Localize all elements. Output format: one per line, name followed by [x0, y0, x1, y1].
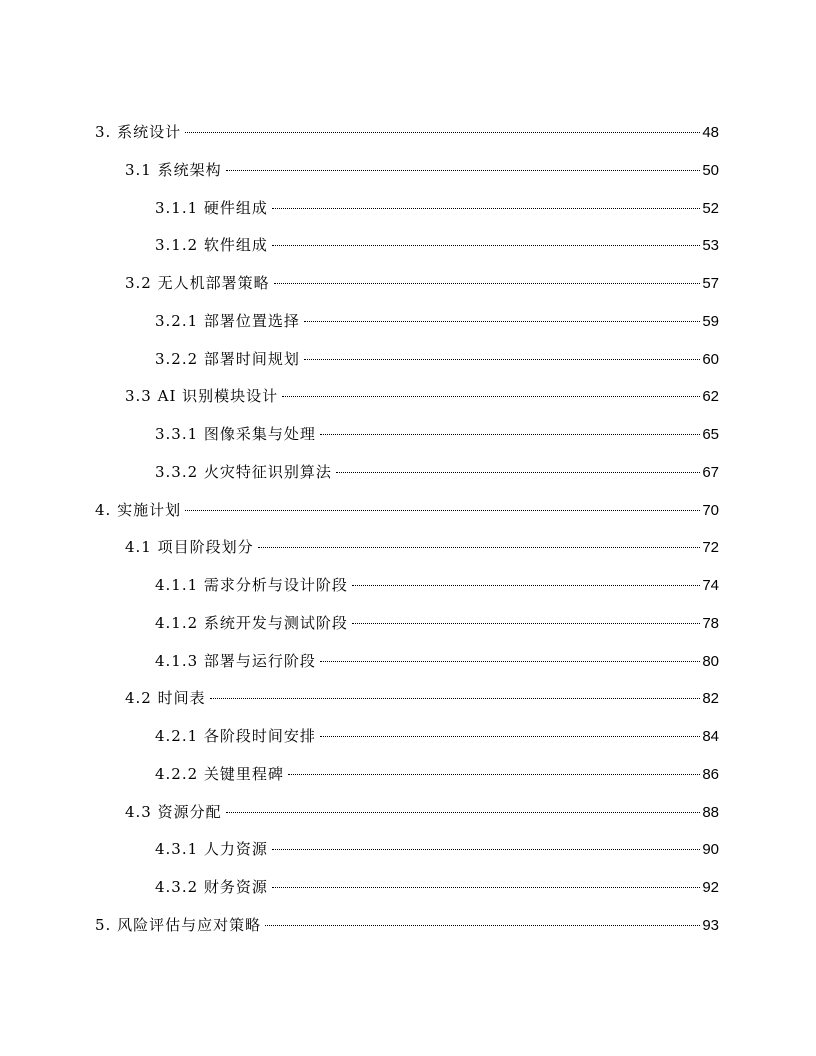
toc-page-number: 82 [702, 690, 719, 708]
toc-entry-title: 4.2.2 关键里程碑 [155, 764, 284, 783]
table-of-contents [95, 114, 719, 945]
toc-page-number: 50 [702, 161, 719, 179]
dot-leader [272, 887, 700, 888]
toc-entry-4-1-1[interactable] [95, 567, 719, 605]
toc-entry-title: 4. 实施计划 [95, 500, 182, 519]
toc-page-number: 62 [702, 388, 719, 406]
toc-entry-title: 4.2 时间表 [125, 689, 206, 708]
dot-leader [288, 774, 700, 775]
dot-leader [258, 547, 701, 548]
dot-leader [226, 170, 701, 171]
dot-leader [272, 208, 700, 209]
dot-leader [320, 736, 700, 737]
toc-page-number: 74 [702, 577, 719, 594]
toc-entry-title: 3.1.2 软件组成 [155, 236, 268, 255]
toc-entry-5[interactable] [95, 907, 719, 945]
toc-page-number: 86 [702, 765, 719, 783]
dot-leader [304, 359, 700, 360]
toc-entry-title: 4.3.2 财务资源 [155, 878, 268, 896]
toc-page-number: 53 [702, 237, 719, 255]
toc-entry-3-1[interactable] [95, 152, 719, 190]
dot-leader [274, 283, 701, 284]
toc-entry-title: 3.2.1 部署位置选择 [155, 311, 300, 330]
toc-page-number: 72 [702, 539, 719, 557]
toc-entry-title: 4.1.1 需求分析与设计阶段 [155, 576, 348, 594]
toc-entry-3-3-1[interactable] [95, 416, 719, 454]
toc-entry-4-1-2[interactable] [95, 605, 719, 643]
toc-entry-4-2-1[interactable] [95, 718, 719, 756]
dot-leader [185, 132, 700, 133]
toc-page-number: 88 [702, 803, 719, 821]
toc-entry-3-3-2[interactable] [95, 454, 719, 492]
toc-page-number: 78 [702, 614, 719, 632]
toc-page-number: 60 [702, 350, 719, 368]
toc-page-number: 57 [702, 275, 719, 292]
toc-page-number: 84 [702, 728, 719, 745]
toc-entry-title: 4.3 资源分配 [125, 802, 222, 821]
toc-entry-title: 3.3 AI 识别模块设计 [125, 387, 279, 406]
toc-entry-title: 3.3.1 图像采集与处理 [155, 425, 316, 443]
toc-entry-title: 4.3.1 人力资源 [155, 840, 268, 859]
toc-entry-4-3[interactable] [95, 794, 719, 832]
toc-entry-3-2[interactable] [95, 265, 719, 303]
toc-page-number: 52 [702, 199, 719, 217]
toc-entry-4-1-3[interactable] [95, 643, 719, 681]
dot-leader [185, 510, 700, 511]
toc-entry-3[interactable] [95, 114, 719, 152]
toc-entry-4-3-1[interactable] [95, 831, 719, 869]
toc-entry-4-3-2[interactable] [95, 869, 719, 907]
toc-entry-4[interactable] [95, 492, 719, 530]
toc-entry-title: 3.2.2 部署时间规划 [155, 349, 300, 368]
dot-leader [210, 698, 701, 699]
toc-entry-4-1[interactable] [95, 529, 719, 567]
toc-entry-title: 3.2 无人机部署策略 [125, 274, 270, 292]
toc-entry-3-1-2[interactable] [95, 227, 719, 265]
dot-leader [352, 585, 700, 586]
toc-page-number: 65 [702, 426, 719, 443]
toc-entry-title: 4.1 项目阶段划分 [125, 538, 254, 557]
toc-entry-3-2-2[interactable] [95, 341, 719, 379]
toc-entry-title: 4.1.2 系统开发与测试阶段 [155, 613, 348, 632]
dot-leader [352, 623, 700, 624]
toc-page-number: 92 [702, 879, 719, 896]
toc-entry-3-3[interactable] [95, 378, 719, 416]
dot-leader [265, 925, 700, 926]
toc-entry-title: 3. 系统设计 [95, 123, 182, 141]
toc-page-number: 90 [702, 841, 719, 859]
dot-leader [226, 812, 701, 813]
toc-entry-4-2-2[interactable] [95, 756, 719, 794]
toc-entry-title: 4.1.3 部署与运行阶段 [155, 651, 316, 670]
toc-entry-4-2[interactable] [95, 680, 719, 718]
toc-entry-title: 3.1 系统架构 [125, 160, 222, 179]
toc-entry-3-1-1[interactable] [95, 190, 719, 228]
toc-page-number: 80 [702, 652, 719, 670]
toc-page-number: 59 [702, 312, 719, 330]
dot-leader [304, 321, 700, 322]
toc-page-number: 48 [702, 124, 719, 141]
dot-leader [272, 245, 700, 246]
toc-entry-title: 5. 风险评估与应对策略 [95, 915, 262, 934]
toc-entry-title: 4.2.1 各阶段时间安排 [155, 727, 316, 745]
toc-entry-3-2-1[interactable] [95, 303, 719, 341]
dot-leader [320, 661, 700, 662]
toc-page-number: 67 [702, 463, 719, 481]
dot-leader [272, 849, 700, 850]
toc-page-number: 70 [702, 501, 719, 519]
toc-page-number: 93 [702, 916, 719, 934]
dot-leader [336, 472, 700, 473]
toc-entry-title: 3.1.1 硬件组成 [155, 198, 268, 217]
toc-entry-title: 3.3.2 火灾特征识别算法 [155, 462, 332, 481]
dot-leader [320, 434, 700, 435]
dot-leader [282, 396, 700, 397]
